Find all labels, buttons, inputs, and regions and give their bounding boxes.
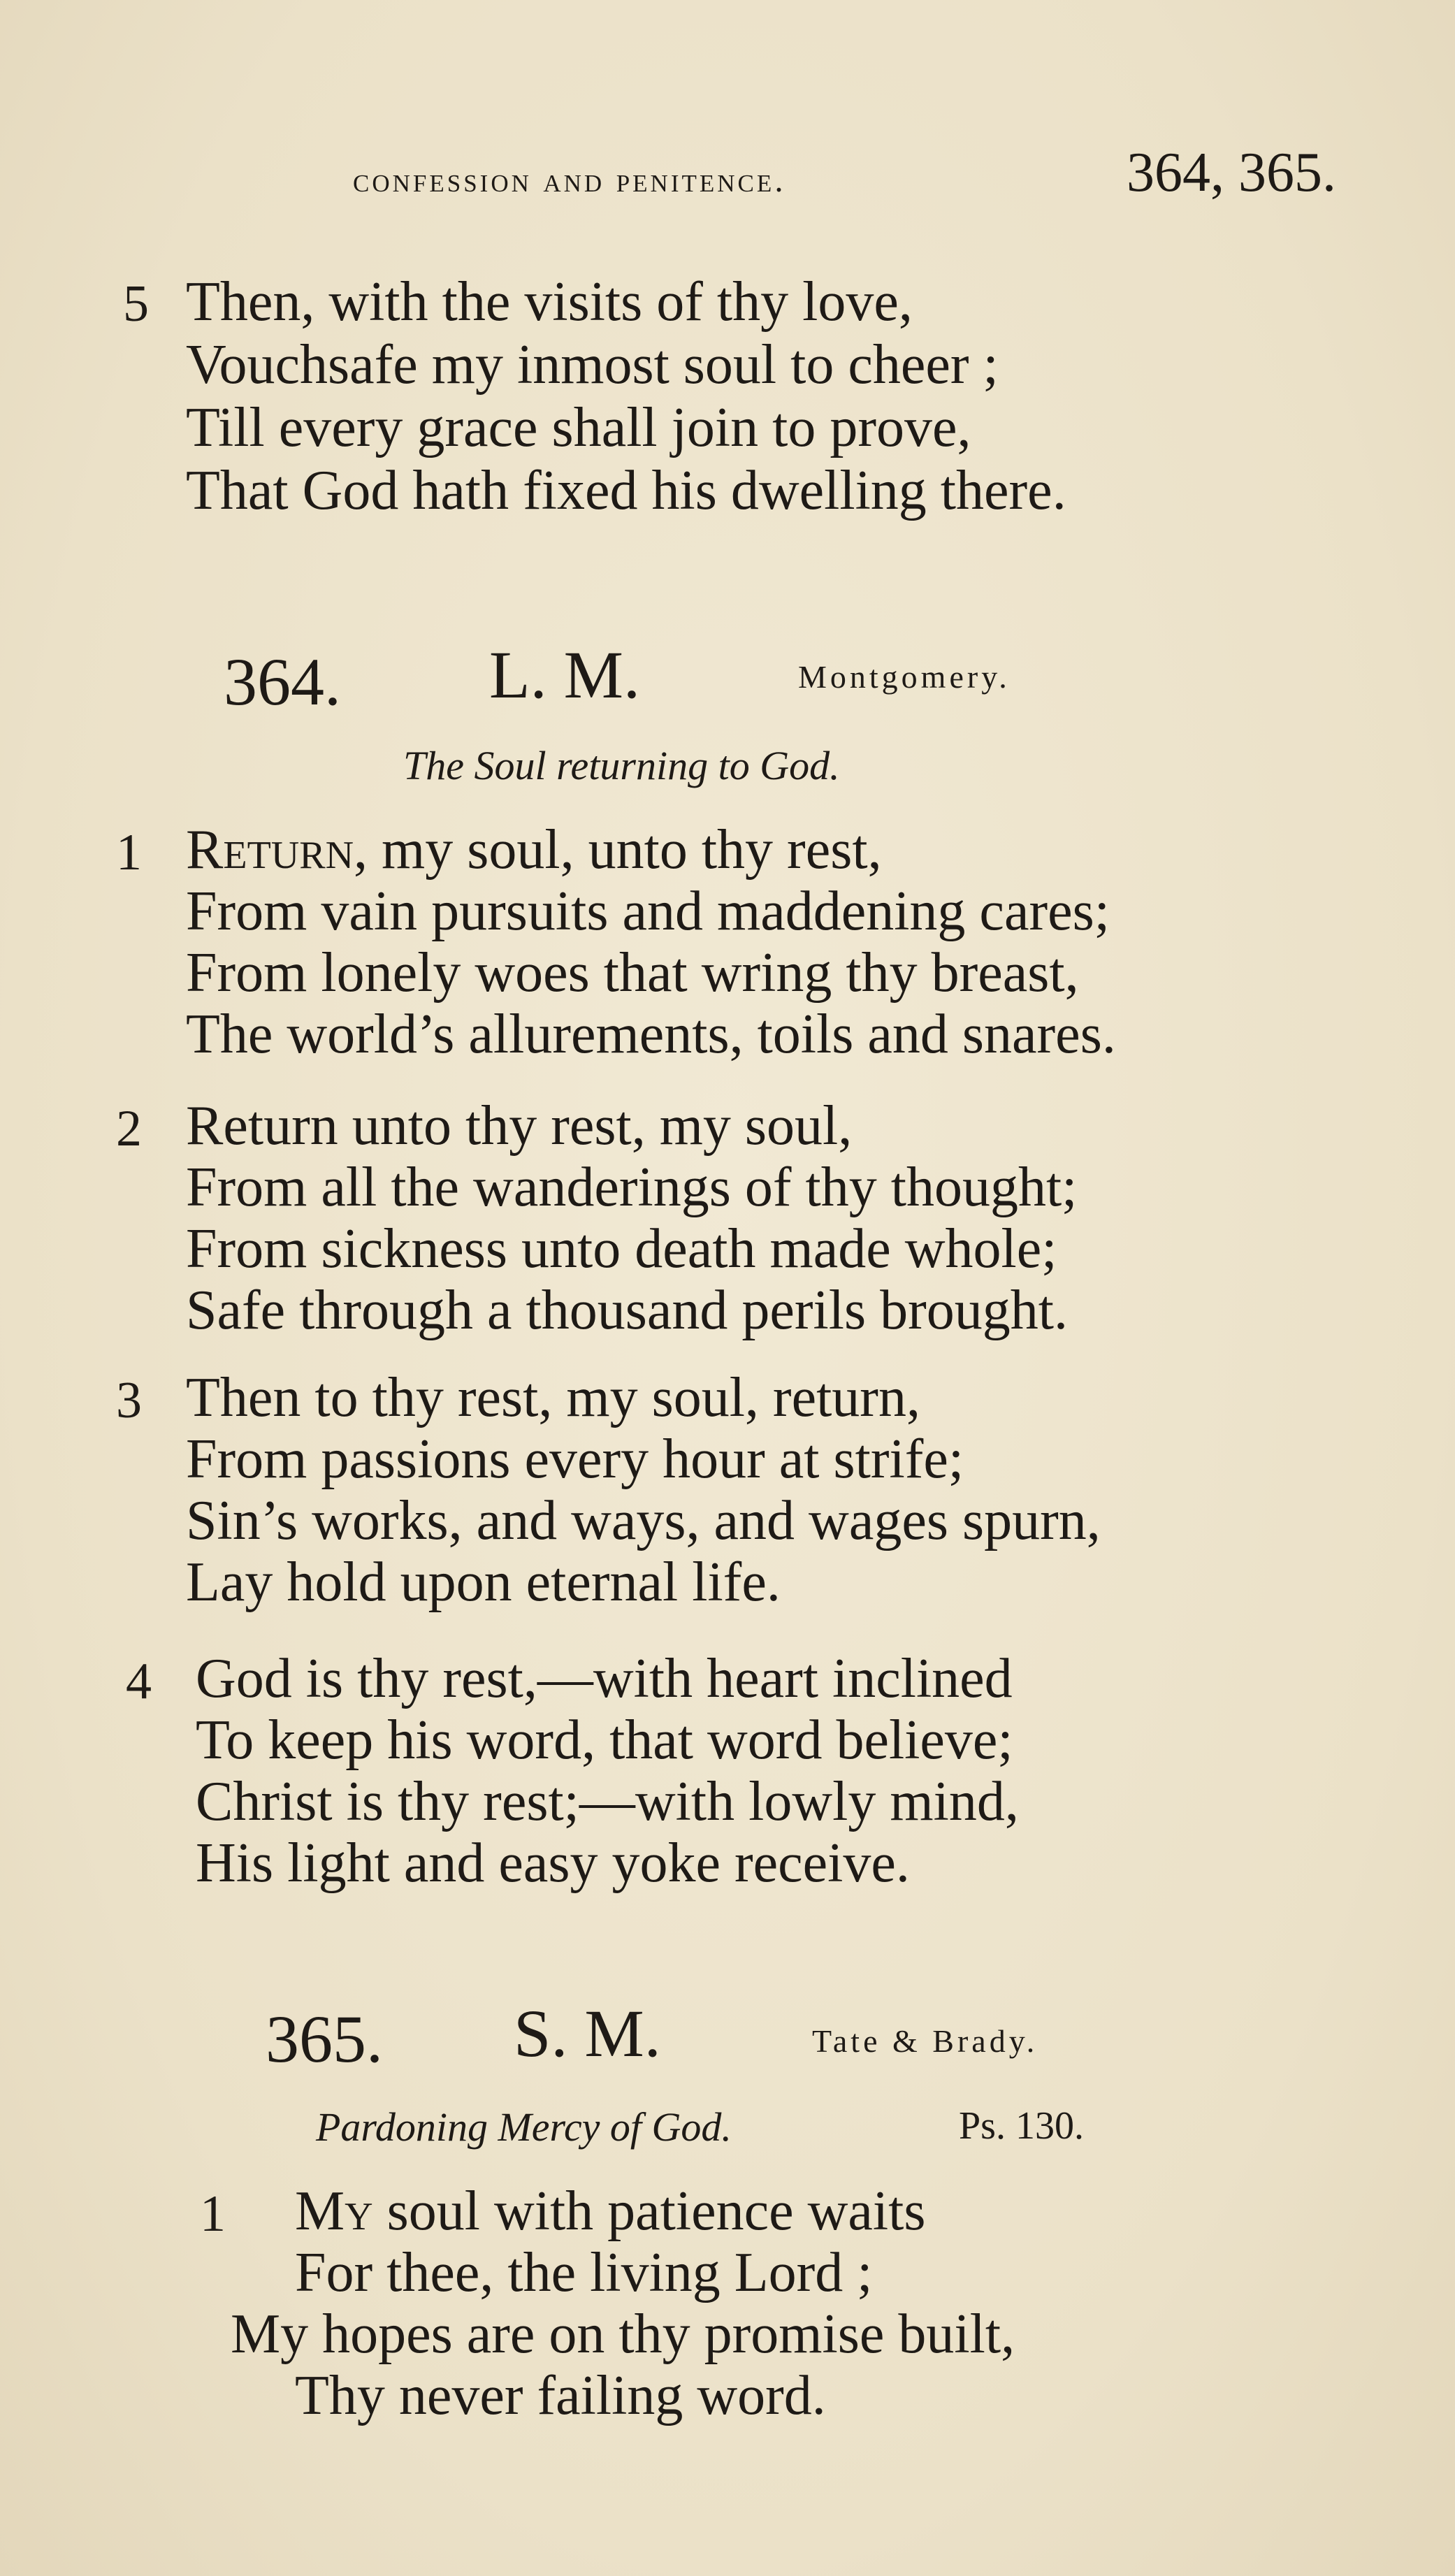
verse-first-line-rest: soul with patience waits <box>372 2180 926 2242</box>
hymn-number: 364. <box>224 644 341 719</box>
verse-line <box>186 819 882 881</box>
verse-line: Safe through a thousand perils brought. <box>186 1280 1068 1341</box>
verse-number: 1 <box>116 824 142 881</box>
verse-line: Return unto thy rest, my soul, <box>186 1095 853 1157</box>
verse-line: The world’s allurements, toils and snares. <box>186 1004 1116 1065</box>
verse-number: 1 <box>200 2185 226 2243</box>
verse-first-word: Return, <box>186 819 368 881</box>
verse-line: Then to thy rest, my soul, return, <box>186 1367 920 1428</box>
hymn-meter: L. M. <box>489 637 640 712</box>
verse-number: 3 <box>116 1372 142 1429</box>
verse-line: Till every grace shall join to prove, <box>186 397 971 458</box>
verse-line: To keep his word, that word believe; <box>196 1709 1013 1771</box>
verse-line: Sin’s works, and ways, and wages spurn, <box>186 1490 1101 1551</box>
verse-first-word: My <box>295 2180 373 2242</box>
verse-line: From vain pursuits and maddening cares; <box>186 881 1110 942</box>
scripture-reference: Ps. 130. <box>959 2104 1084 2148</box>
hymn-title: Pardoning Mercy of God. <box>316 2104 732 2150</box>
hymn-author: Tate & Brady. <box>812 2023 1038 2059</box>
page-numbers: 364, 365. <box>1127 142 1336 203</box>
verse-number: 5 <box>123 275 149 333</box>
verse-line: From sickness unto death made whole; <box>186 1218 1057 1280</box>
running-header-title: confession and penitence. <box>353 160 786 199</box>
verse-line: From passions every hour at strife; <box>186 1428 964 1490</box>
verse-line: From all the wanderings of thy thought; <box>186 1157 1078 1218</box>
hymn-meter: S. M. <box>514 1996 661 2071</box>
hymn-title: The Soul returning to God. <box>403 743 840 788</box>
verse-line: God is thy rest,—with heart inclined <box>196 1648 1013 1709</box>
verse-line: From lonely woes that wring thy breast, <box>186 942 1079 1004</box>
verse-first-line-rest: my soul, unto thy rest, <box>368 819 882 881</box>
verse-line: Lay hold upon eternal life. <box>186 1551 781 1613</box>
verse-line: Christ is thy rest;—with lowly mind, <box>196 1771 1019 1832</box>
verse-number: 4 <box>126 1653 152 1710</box>
verse-line: Then, with the visits of thy love, <box>186 271 913 333</box>
hymn-author: Montgomery. <box>798 659 1011 695</box>
verse-line: Vouchsafe my inmost soul to cheer ; <box>186 334 999 396</box>
verse-number: 2 <box>116 1100 142 1157</box>
verse-line: For thee, the living Lord ; <box>295 2242 873 2303</box>
verse-line: Thy never failing word. <box>295 2365 826 2426</box>
hymn-number: 365. <box>266 2002 383 2076</box>
verse-line: That God hath fixed his dwelling there. <box>186 460 1066 521</box>
verse-line: His light and easy yoke receive. <box>196 1832 910 1894</box>
verse-line: My hopes are on thy promise built, <box>231 2303 1015 2365</box>
verse-line <box>295 2180 926 2242</box>
